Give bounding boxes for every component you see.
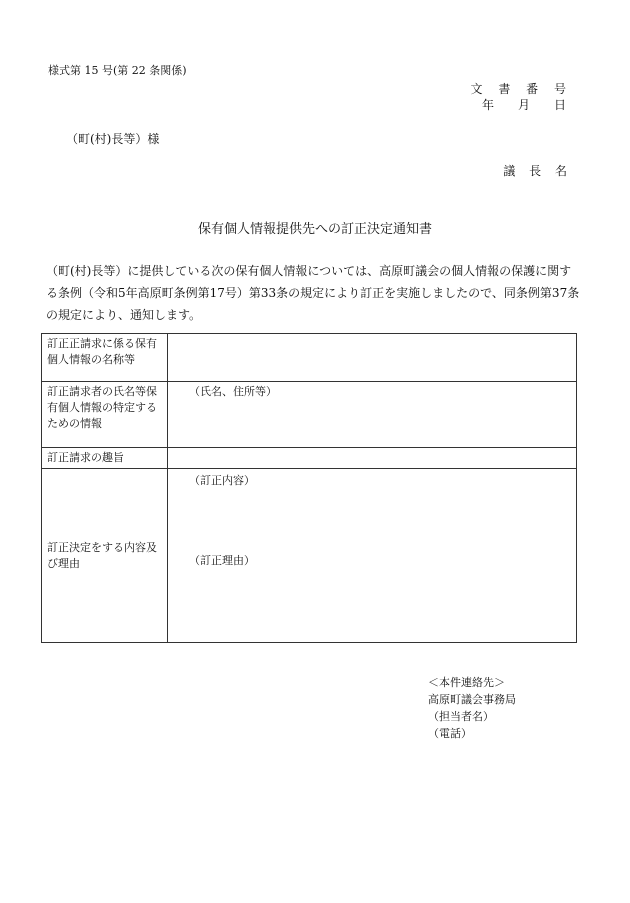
contact-heading: ＜本件連絡先＞ (428, 676, 505, 689)
row-label-requester: 訂正請求者の氏名等保有個人情報の特定するための情報 (42, 382, 168, 448)
row-value-request-purpose (168, 448, 577, 469)
form-number: 様式第 15 号(第 22 条関係) (48, 64, 187, 77)
document-number: 文 書 番 号 (470, 82, 572, 96)
table-row (42, 448, 577, 469)
row-value-request-name (168, 334, 577, 382)
row-value-requester (168, 382, 577, 448)
document-title: 保有個人情報提供先への訂正決定通知書 (197, 222, 432, 237)
row-label-request-name: 訂正正請求に係る保有個人情報の名称等 (42, 334, 168, 382)
row-value-decision (168, 469, 577, 643)
contact-office: 高原町議会事務局 (428, 693, 516, 706)
table-row (42, 382, 577, 448)
row-label-request-purpose: 訂正請求の趣旨 (42, 448, 168, 469)
body-paragraph: （町(村)長等）に提供している次の保有個人情報については、高原町議会の個人情報の保護に関する条例（令和5年高原町条例第17号）第33条の規定により訂正を実施しましたので、同条例第37条の規定により、通知します。 (46, 264, 580, 322)
addressee: （町(村)長等）様 (66, 132, 160, 146)
decision-reason-placeholder: （訂正理由） (189, 554, 255, 567)
contact-person: （担当者名） (428, 710, 494, 723)
row-label-decision: 訂正決定をする内容及び理由 (42, 469, 168, 643)
requester-placeholder: （氏名、住所等） (189, 385, 277, 398)
decision-content-placeholder: （訂正内容） (189, 474, 255, 487)
sender-name: 議 長 名 (503, 164, 572, 178)
contact-block (428, 674, 516, 742)
table-row (42, 469, 577, 643)
document-date: 年 月 日 (481, 98, 572, 112)
notice-table (41, 333, 577, 643)
contact-phone: （電話） (428, 727, 472, 740)
table-row (42, 334, 577, 382)
